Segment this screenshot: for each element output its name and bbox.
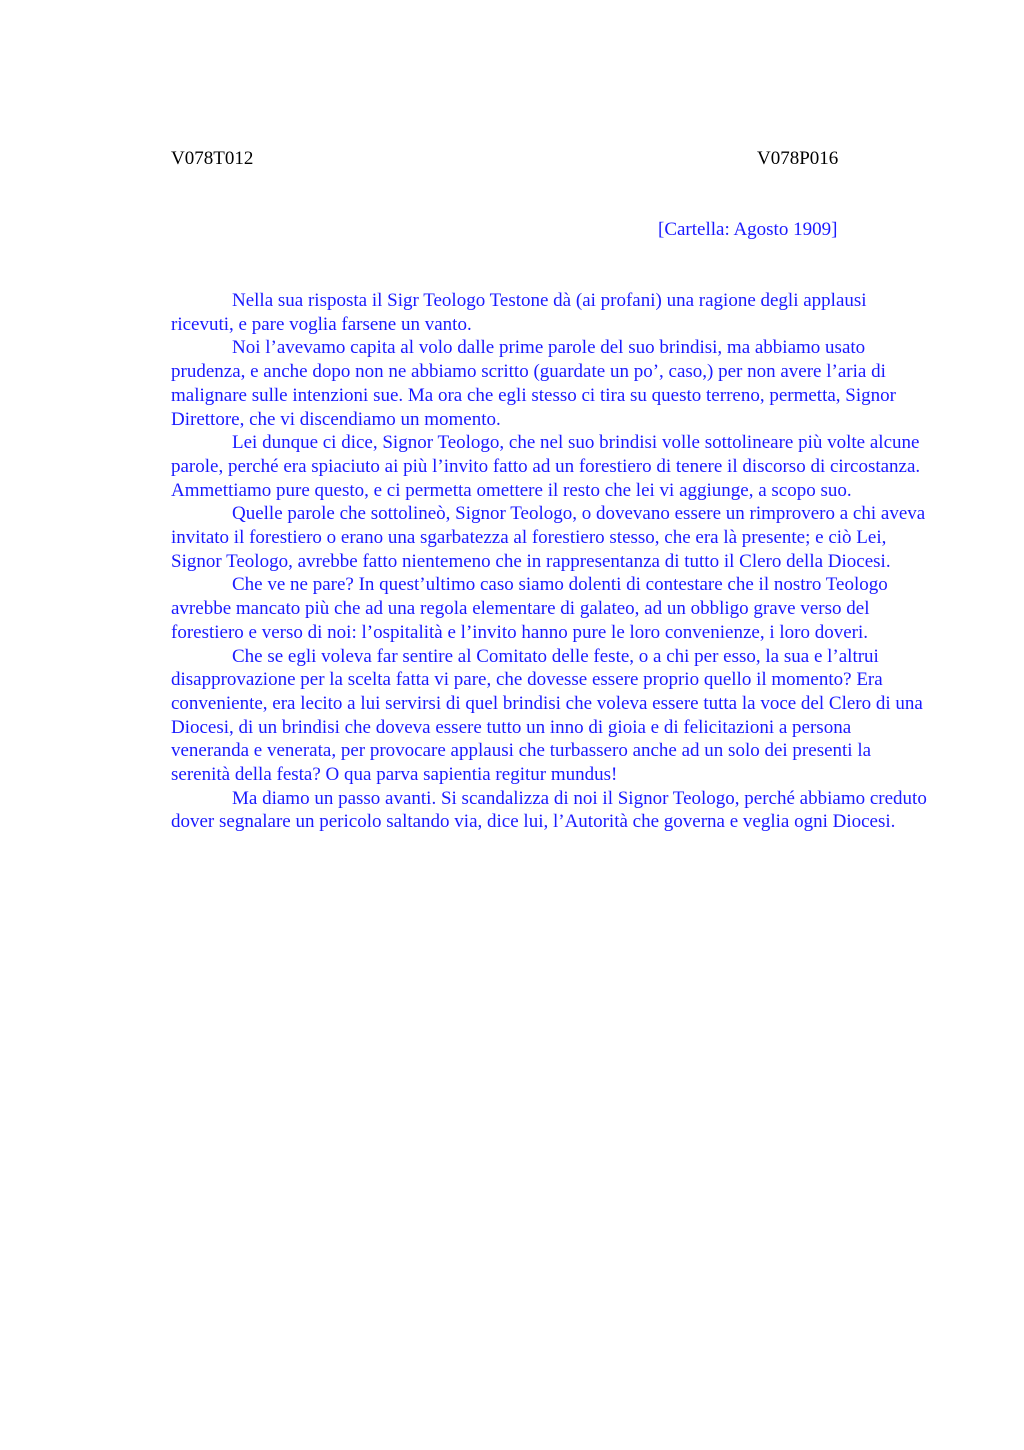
paragraph-8: Ma diamo un passo avanti. Si scandalizza di noi il Signor Teologo, perché abbiamo creduto dover segnalare un pericolo saltando via, dice lui, l’Autorità che governa e veglia ogni Diocesi. — [171, 787, 927, 833]
cartella-label: [Cartella: Agosto 1909] — [658, 219, 838, 240]
document-body — [171, 289, 931, 834]
paragraph-1: Nella sua risposta il Sigr Teologo Testone dà (ai profani) una ragione degli applausi ricevuti, e pare voglia farsene un vanto. — [171, 290, 867, 335]
paragraph-3: Lei dunque ci dice, Signor Teologo, che nel suo brindisi volle sottolineare più volte alcune parole, perché era spiaciuto ai più l’invito fatto ad un forestiero di tenere il discorso di circostanza. — [171, 432, 921, 477]
document-code-right: V078P016 — [757, 148, 839, 169]
paragraph-6: Che ve ne pare? In quest’ultimo caso siamo dolenti di contestare che il nostro Teologo avrebbe mancato più che ad una regola elementare di galateo, ad un obbligo grave verso del forestiero e verso di noi: l’ospitalità e l’invito hanno pure le loro convenienze, i loro doveri. — [171, 574, 888, 643]
paragraph-2: Noi l’avevamo capita al volo dalle prime parole del suo brindisi, ma abbiamo usato prudenza, e anche dopo non ne abbiamo scritto (guardate un po’, caso,) per non avere l’aria di malignare sulle intenzioni sue. Ma ora che egli stesso ci tira su questo terreno, permetta, Signor Direttore, che vi discendiamo un momento. — [171, 337, 896, 430]
paragraph-4: Ammettiamo pure questo, e ci permetta omettere il resto che lei vi aggiunge, a scopo suo. — [171, 479, 852, 501]
paragraph-7: Che se egli voleva far sentire al Comitato delle feste, o a chi per esso, la sua e l’altrui disapprovazione per la scelta fatta vi pare, che dovesse essere proprio quello il momento? Era conveniente, era lecito a lui servirsi di quel brindisi che voleva essere tutta la voce del Clero di una Diocesi, di un brindisi che doveva essere tutto un inno di gioia e di felicitazioni a persona veneranda e venerata, per provocare applausi che turbassero anche ad un solo dei presenti la serenità della festa? O qua parva sapientia regitur mundus! — [171, 645, 923, 786]
document-code-left: V078T012 — [171, 148, 254, 169]
paragraph-5: Quelle parole che sottolineò, Signor Teologo, o dovevano essere un rimprovero a chi aveva invitato il forestiero o erano una sgarbatezza al forestiero stesso, che era là presente; e ciò Lei, Signor Teologo, avrebbe fatto nientemeno che in rappresentanza di tutto il Clero della Diocesi. — [171, 503, 926, 572]
